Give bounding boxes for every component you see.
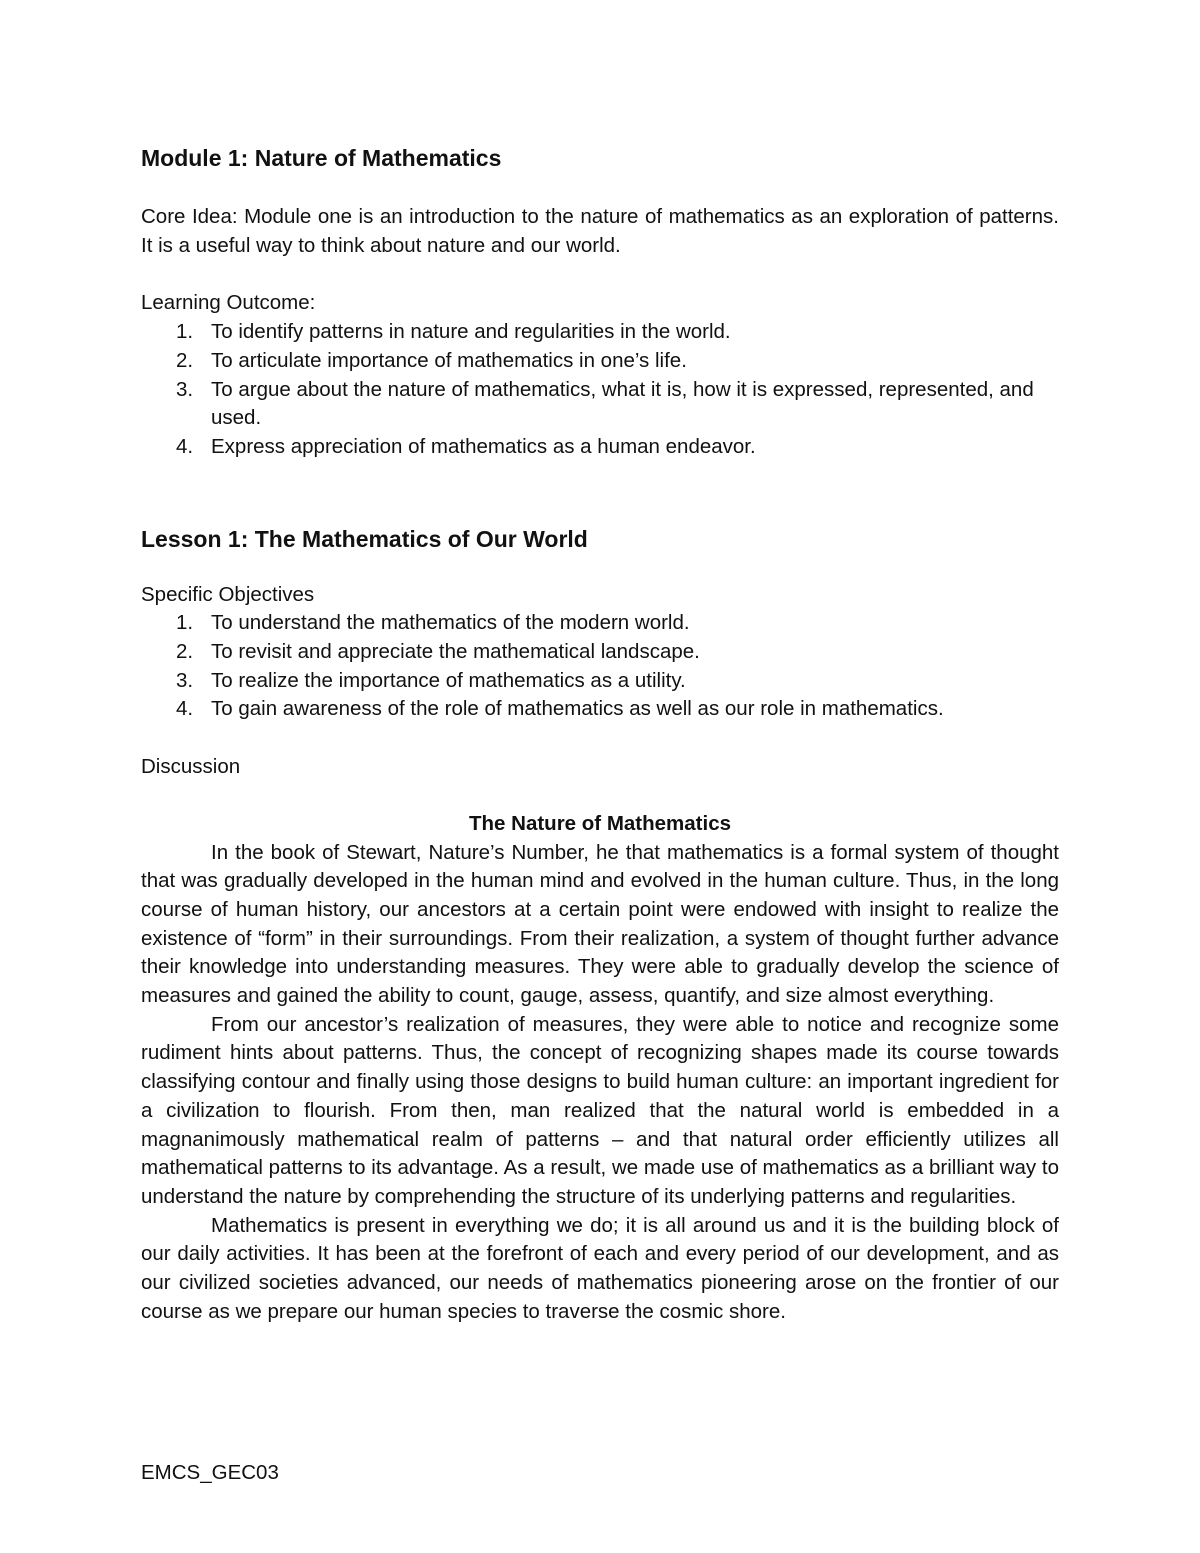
learning-outcome-list [141, 318, 1059, 462]
list-item [141, 318, 1059, 347]
body-paragraph: Mathematics is present in everything we do; it is all around us and it is the building block of our daily activities. It has been at the forefront of each and every period of our development, and as our civilized societies advanced, our needs of mathematics pioneering arose on the frontier of our course as we prepare our human species to traverse the cosmic shore. [141, 1213, 1059, 1323]
list-number: 4. [176, 434, 194, 458]
learning-outcome-label: Learning Outcome: [141, 291, 316, 315]
list-text: To articulate importance of mathematics in one’s life. [211, 348, 687, 372]
list-text: To identify patterns in nature and regularities in the world. [211, 320, 731, 344]
list-text: Express appreciation of mathematics as a human endeavor. [211, 434, 756, 458]
specific-objectives-label: Specific Objectives [141, 582, 315, 606]
list-text: To gain awareness of the role of mathematics as well as our role in mathematics. [211, 697, 944, 721]
list-item [141, 347, 1059, 376]
list-item [141, 609, 1059, 638]
list-item [141, 695, 1059, 724]
list-number: 3. [176, 377, 194, 401]
list-number: 3. [176, 668, 194, 692]
list-text: To understand the mathematics of the modern world. [211, 611, 690, 635]
list-number: 4. [176, 697, 194, 721]
specific-objectives-list [141, 609, 1059, 724]
lesson-title: Lesson 1: The Mathematics of Our World [141, 525, 588, 552]
section-title: The Nature of Mathematics [469, 811, 731, 835]
list-item [141, 376, 1059, 433]
list-text: To realize the importance of mathematics as a utility. [211, 668, 686, 692]
body-paragraph: From our ancestor’s realization of measures, they were able to notice and recognize some rudiment hints about patterns. Thus, the concept of recognizing shapes made its course towards classifying contour and finally using those designs to build human culture: an important ingredient for a civilization to flourish. From then, man realized that the natural world is embedded in a magnanimously mathematical realm of patterns – and that natural order efficiently utilizes all mathematical patterns to its advantage. As a result, we made use of mathematics as a brilliant way to understand the nature by comprehending the structure of its underlying patterns and regularities. [141, 1012, 1059, 1208]
document-page [141, 142, 1059, 1327]
footer-course-code: EMCS_GEC03 [141, 1461, 279, 1484]
list-item [141, 433, 1059, 462]
module-title: Module 1: Nature of Mathematics [141, 145, 502, 171]
discussion-label: Discussion [141, 755, 241, 779]
list-number: 1. [176, 320, 194, 344]
core-idea: Core Idea: Module one is an introduction to the nature of mathematics as an exploration of patterns. It is a useful way to think about nature and our world. [141, 205, 1059, 257]
body-paragraph: In the book of Stewart, Nature’s Number, he that mathematics is a formal system of thought that was gradually developed in the human mind and evolved in the human culture. Thus, in the long course of human history, our ancestors at a certain point were endowed with insight to realize the existence of “form” in their surroundings. From their realization, a system of thought further advance their knowledge into understanding measures. They were able to gradually develop the science of measures and gained the ability to count, gauge, assess, quantify, and size almost everything. [141, 840, 1059, 1008]
list-text: To argue about the nature of mathematics, what it is, how it is expressed, represented, and used. [211, 377, 1034, 430]
list-item [141, 667, 1059, 696]
list-text: To revisit and appreciate the mathematical landscape. [211, 640, 700, 664]
list-number: 2. [176, 348, 194, 372]
list-number: 2. [176, 640, 194, 664]
list-number: 1. [176, 611, 194, 635]
list-item [141, 638, 1059, 667]
